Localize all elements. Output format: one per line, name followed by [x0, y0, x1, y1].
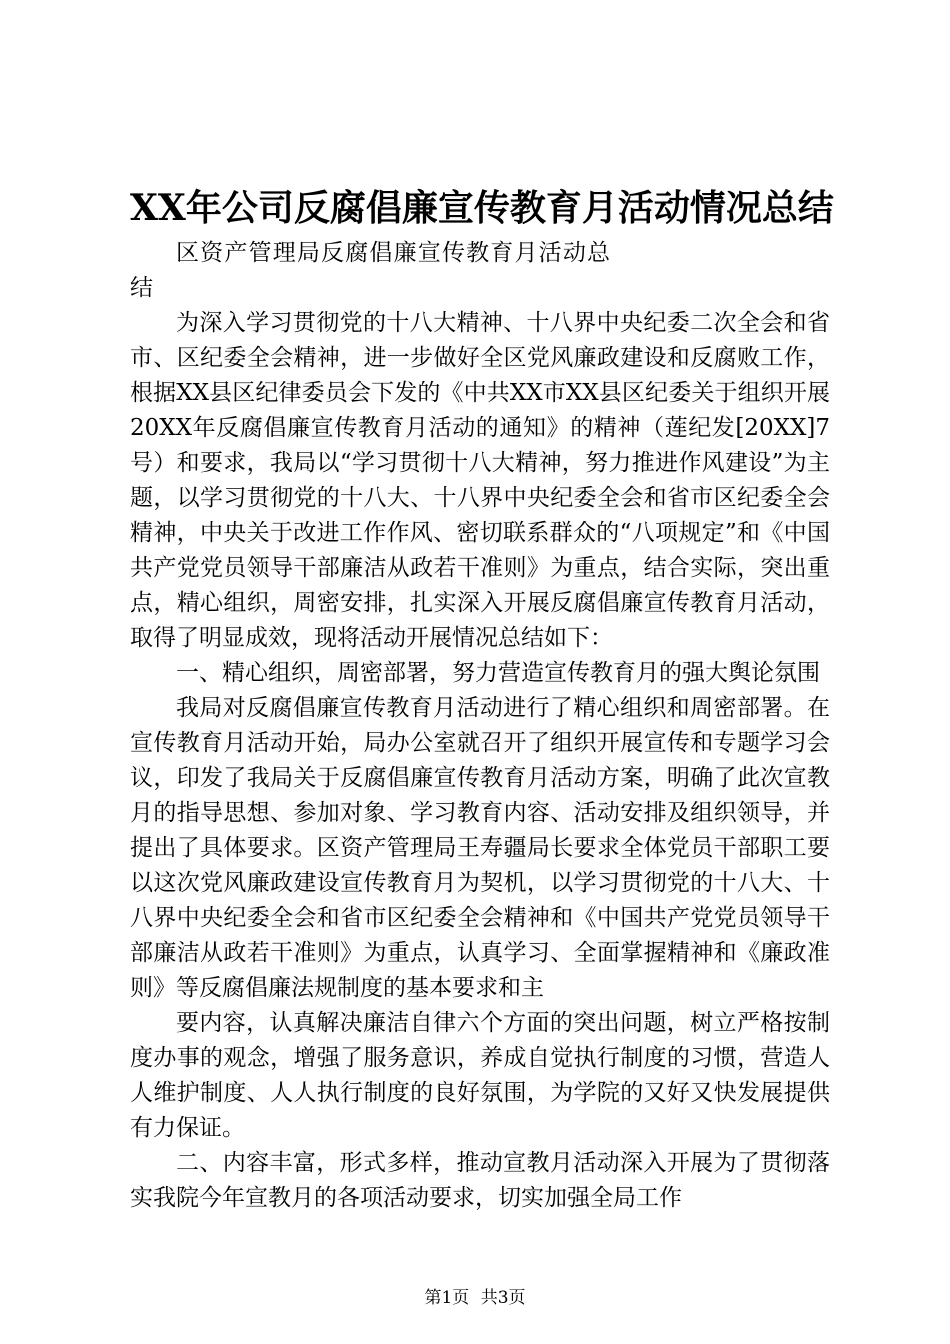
page-total: 共3页 [480, 1288, 526, 1308]
document-subtitle: 区资产管理局反腐倡廉宣传教育月活动总结 [130, 240, 610, 301]
document-body [130, 236, 830, 1216]
paragraph-section-1: 我局对反腐倡廉宣传教育月活动进行了精心组织和周密部署。在宣传教育月活动开始，局办公室就召开了组织开展宣传和专题学习会议，印发了我局关于反腐倡廉宣传教育月活动方案，明确了此次宣教月的指导思想、参加对象、学习教育内容、活动安排及组织领导，并提出了具体要求。区资产管理局王寿疆局长要求全体党员干部职工要以这次党风廉政建设宣传教育月为契机，以学习贯彻党的十八大、十八界中央纪委全会和省市区纪委全会精神和《中国共产党党员领导干部廉洁从政若干准则》为重点，认真学习、全面掌握精神和《廉政准则》等反腐倡廉法规制度的基本要求和主 [130, 695, 830, 1001]
section-heading-1: 一、精心组织，周密部署，努力营造宣传教育月的强大舆论氛围 [176, 660, 820, 686]
paragraph-section-1-cont: 要内容，认真解决廉洁自律六个方面的突出问题，树立严格按制度办事的观念，增强了服务意识，养成自觉执行制度的习惯，营造人人维护制度、人人执行制度的良好氛围，为学院的又好又快发展提供有力保证。 [130, 1010, 830, 1141]
section-heading-2: 二、内容丰富，形式多样，推动宣教月活动深入开展为了贯彻落实我院今年宣教月的各项活动要求，切实加强全局工作 [130, 1150, 830, 1211]
page-number: 第1页 [424, 1288, 470, 1308]
document-title: XX年公司反腐倡廉宣传教育月活动情况总结 [130, 187, 834, 229]
page-footer [0, 1286, 950, 1310]
paragraph-intro: 为深入学习贯彻党的十八大精神、十八界中央纪委二次全会和省市、区纪委全会精神，进一步做好全区党风廉政建设和反腐败工作，根据XX县区纪律委员会下发的《中共XX市XX县区纪委关于组织开展20XX年反腐倡廉宣传教育月活动的通知》的精神（莲纪发[20XX]7号）和要求，我局以“学习贯彻十八大精神，努力推进作风建设”为主题，以学习贯彻党的十八大、十八界中央纪委全会和省市区纪委全会精神，中央关于改进工作作风、密切联系群众的“八项规定”和《中国共产党党员领导干部廉洁从政若干准则》为重点，结合实际，突出重点，精心组织，周密安排，扎实深入开展反腐倡廉宣传教育月活动，取得了明显成效，现将活动开展情况总结如下： [130, 310, 830, 651]
